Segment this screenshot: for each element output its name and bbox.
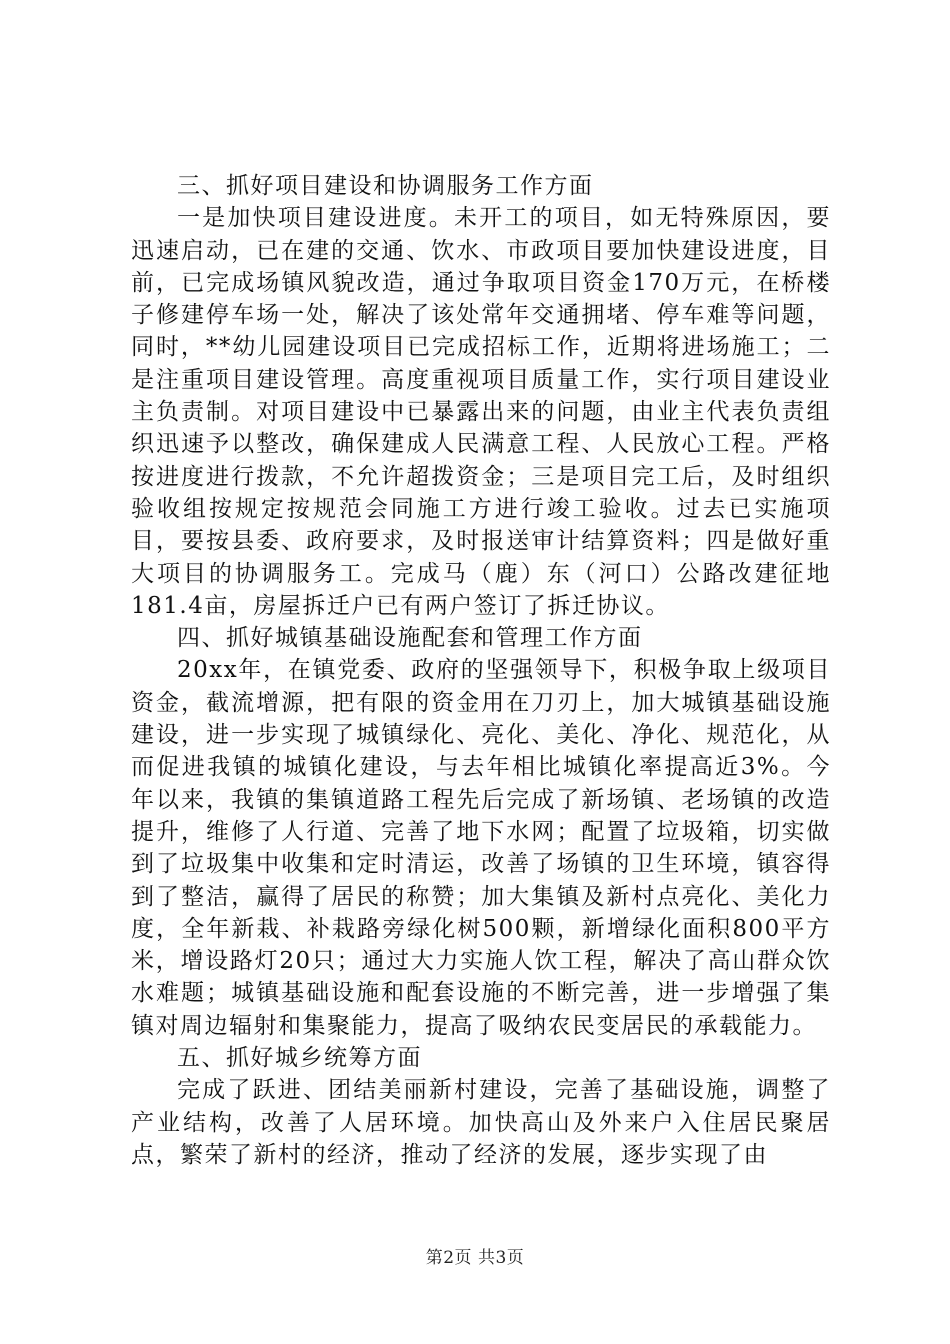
document-body <box>131 170 831 1171</box>
section-four-paragraph: 20xx年，在镇党委、政府的坚强领导下，积极争取上级项目资金，截流增源，把有限的资金用在刀刃上，加大城镇基础设施建设，进一步实现了城镇绿化、亮化、美化、净化、规范化，从而促进我镇的城镇化建设，与去年相比城镇化率提高近3%。今年以来，我镇的集镇道路工程先后完成了新场镇、老场镇的改造提升，维修了人行道、完善了地下水网；配置了垃圾箱，切实做到了垃圾集中收集和定时清运，改善了场镇的卫生环境，镇容得到了整洁，赢得了居民的称赞；加大集镇及新村点亮化、美化力度，全年新栽、补栽路旁绿化树500颗，新增绿化面积800平方米，增设路灯20只；通过大力实施人饮工程，解决了高山群众饮水难题；城镇基础设施和配套设施的不断完善，进一步增强了集镇对周边辐射和集聚能力，提高了吸纳农民变居民的承载能力。 <box>131 657 831 1039</box>
section-heading-four: 四、抓好城镇基础设施配套和管理工作方面 <box>177 625 643 652</box>
section-five-paragraph: 完成了跃进、团结美丽新村建设，完善了基础设施，调整了产业结构，改善了人居环境。加快高山及外来户入住居民聚居点，繁荣了新村的经济，推动了经济的发展，逐步实现了由 <box>131 1077 831 1168</box>
section-three-paragraph: 一是加快项目建设进度。未开工的项目，如无特殊原因，要迅速启动，已在建的交通、饮水、市政项目要加快建设进度，目前，已完成场镇风貌改造，通过争取项目资金170万元，在桥楼子修建停车场一处，解决了该处常年交通拥堵、停车难等问题，同时，**幼儿园建设项目已完成招标工作，近期将进场施工；二是注重项目建设管理。高度重视项目质量工作，实行项目建设业主负责制。对项目建设中已暴露出来的问题，由业主代表负责组织迅速予以整改，确保建成人民满意工程、人民放心工程。严格按进度进行拨款，不允许超拨资金；三是项目完工后，及时组织验收组按规定按规范会同施工方进行竣工验收。过去已实施项目，要按县委、政府要求，及时报送审计结算资料；四是做好重大项目的协调服务工。完成马（鹿）东（河口）公路改建征地181.4亩，房屋拆迁户已有两户签订了拆迁协议。 <box>131 205 831 619</box>
page-number-footer: 第2页 共3页 <box>425 1248 525 1268</box>
section-heading-five: 五、抓好城乡统筹方面 <box>177 1045 422 1072</box>
section-heading-three: 三、抓好项目建设和协调服务工作方面 <box>177 173 594 199</box>
